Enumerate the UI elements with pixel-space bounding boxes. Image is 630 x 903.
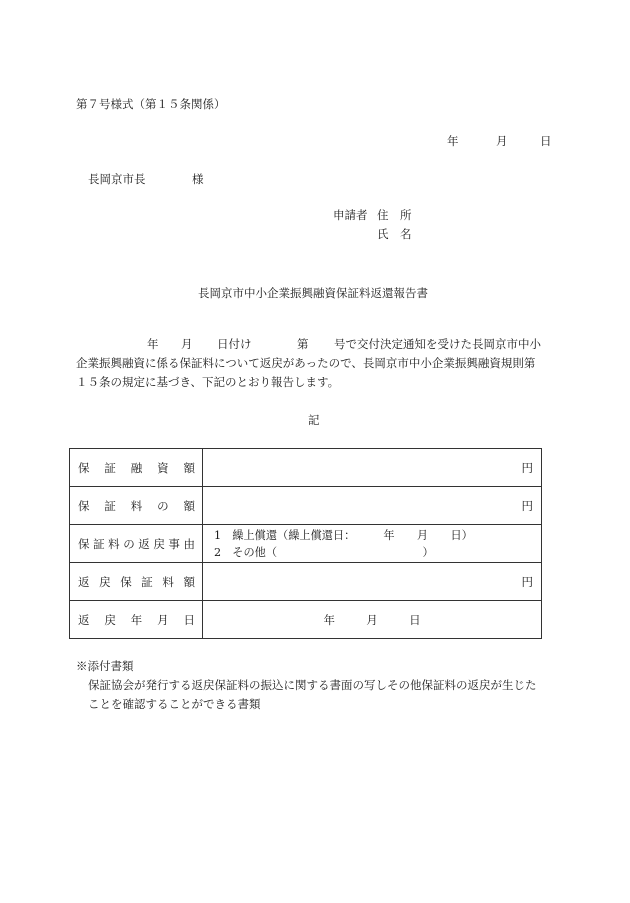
document-title: 長岡京市中小企業振興融資保証料返還報告書 bbox=[198, 286, 428, 300]
addressee-honorific: 様 bbox=[192, 172, 204, 186]
attachments-text-line1: 保証協会が発行する返戻保証料の振込に関する書面の写しその他保証料の返戻が生じた bbox=[88, 678, 537, 692]
refund-date-field[interactable] bbox=[203, 601, 542, 639]
label-refund-reason: 保 証 料 の 返 戻 事 由 bbox=[78, 536, 195, 551]
body-line2: 企業振興融資に係る保証料について返戻があったので、長岡京市中小企業振興融資規則第 bbox=[76, 356, 536, 370]
applicant-label: 申請者 bbox=[333, 208, 368, 222]
reason-other: 2 その他（ ） bbox=[214, 545, 434, 559]
label-refund-fee-amount: 返 戻 保 証 料 額 bbox=[78, 574, 195, 589]
table-row bbox=[70, 601, 542, 639]
yen-unit: 円 bbox=[521, 460, 533, 475]
body-month: 月 bbox=[181, 337, 193, 351]
ki-heading: 記 bbox=[308, 413, 320, 427]
label-guarantee-fee-amount: 保 証 料 の 額 bbox=[78, 498, 195, 513]
body-year: 年 bbox=[147, 337, 159, 351]
guarantee-fee-amount-field[interactable] bbox=[203, 487, 542, 525]
reason-early-repayment: 1 繰上償還（繰上償還日： 年 月 日） bbox=[214, 528, 473, 542]
applicant-address-label: 住 所 bbox=[377, 208, 412, 222]
applicant-name-label: 氏 名 bbox=[377, 227, 412, 241]
refund-reason-field[interactable] bbox=[203, 525, 542, 563]
body-line1-rest: 号で交付決定通知を受けた長岡京市中小 bbox=[334, 337, 541, 351]
yen-unit: 円 bbox=[521, 574, 533, 589]
table-row bbox=[70, 525, 542, 563]
addressee-mayor: 長岡京市長 bbox=[88, 172, 146, 186]
table-row bbox=[70, 487, 542, 525]
attachments-text-line2: ことを確認することができる書類 bbox=[88, 697, 261, 711]
table-row bbox=[70, 449, 542, 487]
refund-date-month: 月 bbox=[366, 612, 378, 627]
date-day: 日 bbox=[540, 134, 552, 148]
refund-fee-amount-field[interactable] bbox=[203, 563, 542, 601]
label-refund-date: 返 戻 年 月 日 bbox=[78, 612, 195, 627]
date-year: 年 bbox=[447, 134, 459, 148]
refund-date-day: 日 bbox=[409, 612, 421, 627]
yen-unit: 円 bbox=[521, 498, 533, 513]
form-number: 第７号様式（第１５条関係） bbox=[76, 97, 226, 111]
refund-date-year: 年 bbox=[323, 612, 335, 627]
guarantee-loan-amount-field[interactable] bbox=[203, 449, 542, 487]
body-day-dated: 日付け bbox=[217, 337, 252, 351]
date-month: 月 bbox=[496, 134, 508, 148]
label-guarantee-loan-amount: 保 証 融 資 額 bbox=[78, 460, 195, 475]
body-line3: １５条の規定に基づき、下記のとおり報告します。 bbox=[76, 375, 340, 389]
attachments-heading: ※添付書類 bbox=[76, 659, 134, 673]
table-row bbox=[70, 563, 542, 601]
report-table bbox=[69, 448, 542, 639]
body-number-prefix: 第 bbox=[297, 337, 309, 351]
